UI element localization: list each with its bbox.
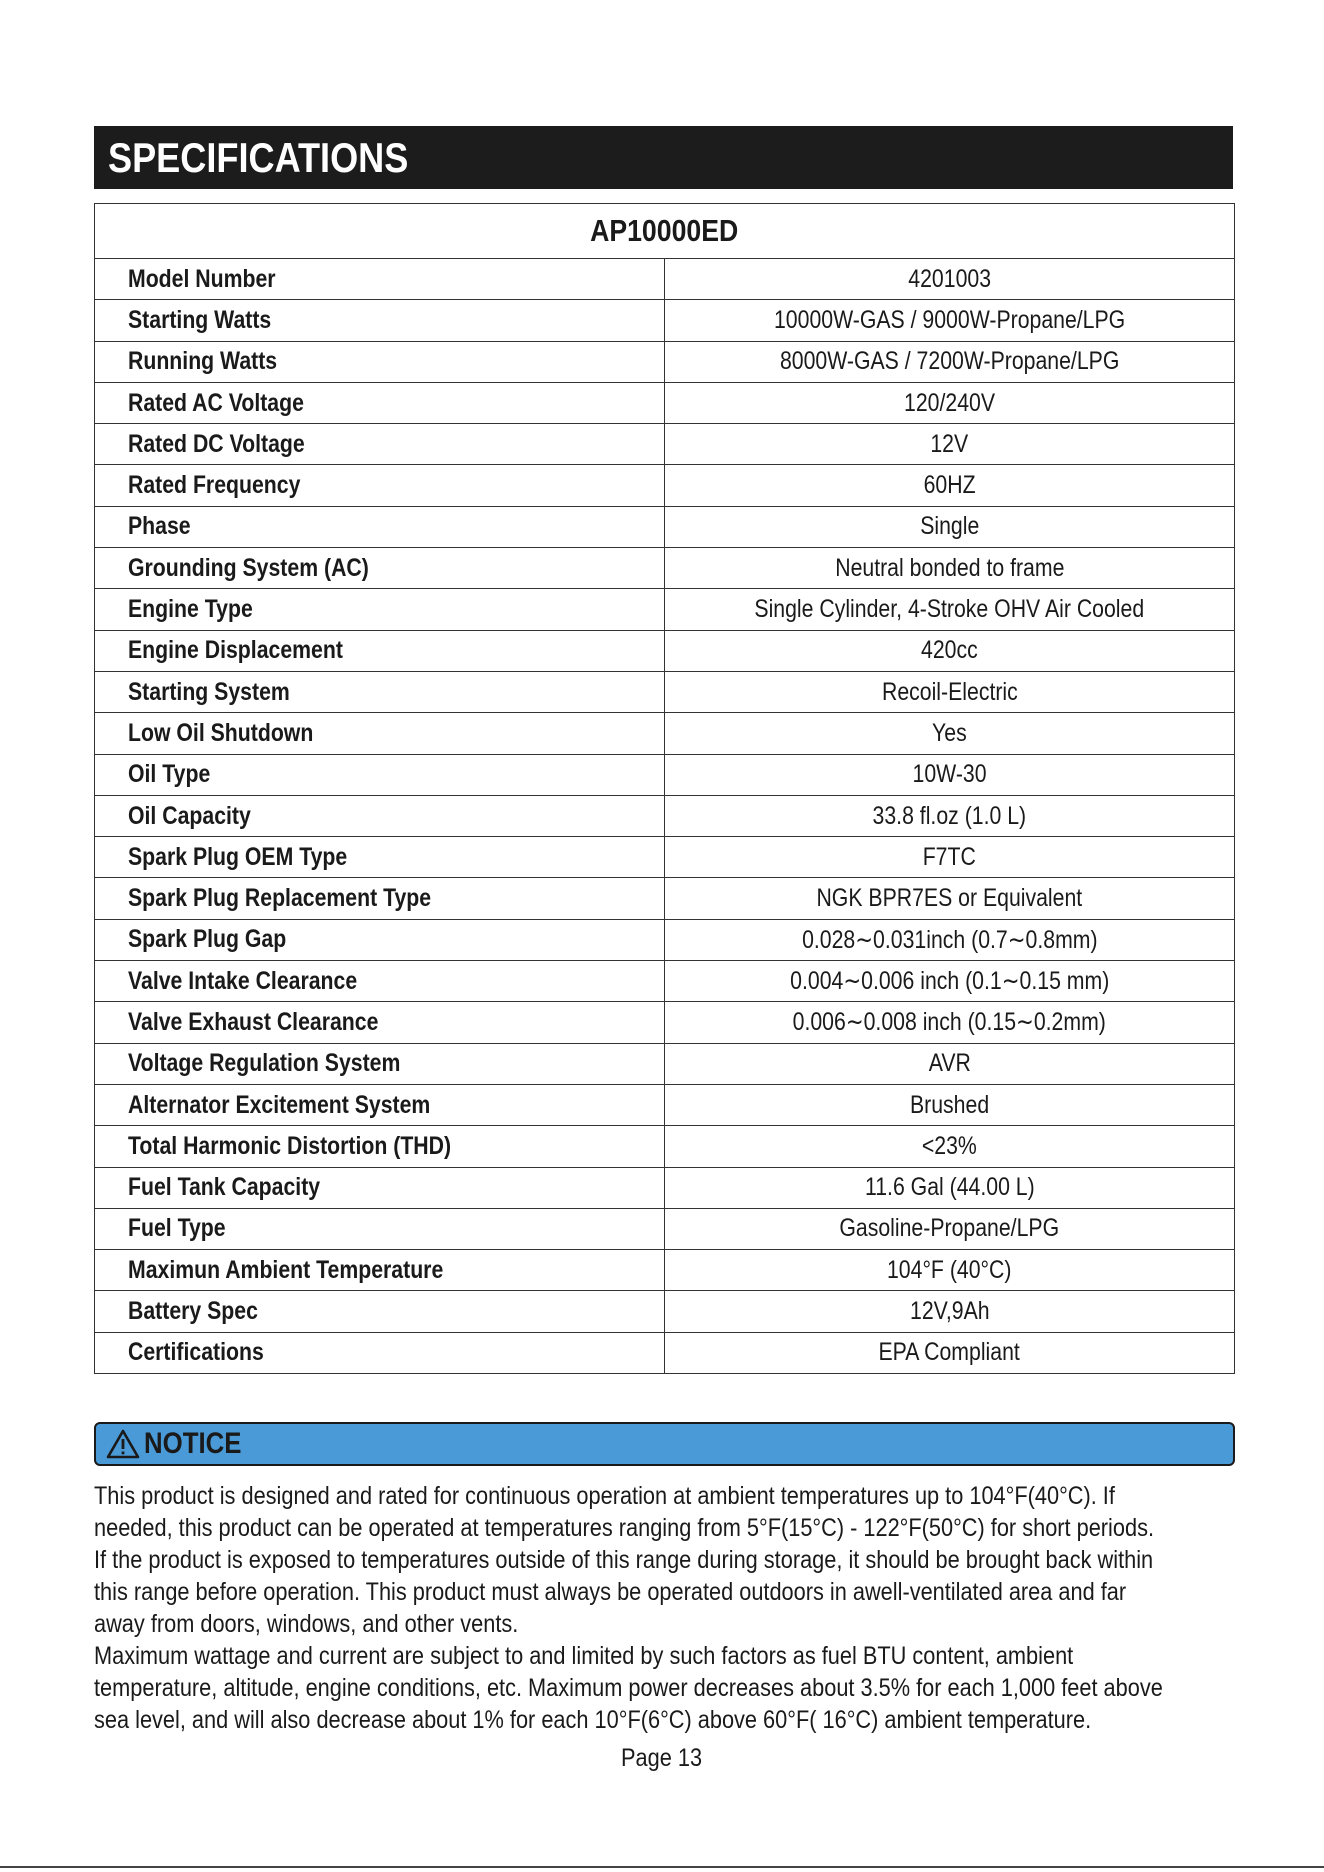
table-row — [95, 548, 1235, 589]
spec-label-text: Fuel Tank Capacity — [128, 1173, 321, 1202]
table-row — [95, 1084, 1235, 1125]
notice-line: This product is designed and rated for continuous operation at ambient temperatures up to 104°F(40°C). If — [94, 1482, 1115, 1510]
table-row — [95, 382, 1235, 423]
notice-banner — [94, 1422, 1235, 1466]
spec-label-text: Rated Frequency — [128, 471, 301, 500]
spec-label-text: Starting Watts — [128, 305, 272, 334]
spec-value-text: 11.6 Gal (44.00 L) — [864, 1173, 1035, 1202]
spec-label-text: Voltage Regulation System — [128, 1049, 401, 1078]
notice-line: needed, this product can be operated at temperatures ranging from 5°F(15°C) - 122°F(50°C) for short periods. — [94, 1514, 1154, 1542]
spec-label-text: Model Number — [128, 264, 276, 293]
spec-label — [95, 1126, 665, 1167]
spec-label — [95, 961, 665, 1002]
notice-label: NOTICE — [144, 1427, 242, 1460]
spec-value-text: 8000W-GAS / 7200W-Propane/LPG — [779, 347, 1120, 376]
spec-label — [95, 589, 665, 630]
spec-label — [95, 630, 665, 671]
spec-value — [665, 1084, 1235, 1125]
notice-line: If the product is exposed to temperatures outside of this range during storage, it should be brought back within — [94, 1546, 1154, 1574]
table-row — [95, 300, 1235, 341]
spec-label — [95, 382, 665, 423]
spec-value-text: Neutral bonded to frame — [834, 553, 1065, 582]
spec-label-text: Rated DC Voltage — [128, 429, 305, 458]
table-row — [95, 754, 1235, 795]
spec-value-text: Recoil-Electric — [881, 677, 1018, 706]
spec-value — [665, 424, 1235, 465]
spec-value — [665, 382, 1235, 423]
spec-value-text: EPA Compliant — [878, 1338, 1021, 1367]
spec-value-text: <23% — [922, 1131, 977, 1160]
spec-value — [665, 1167, 1235, 1208]
spec-label-text: Valve Exhaust Clearance — [128, 1007, 379, 1036]
spec-label — [95, 1084, 665, 1125]
notice-paragraph — [94, 1480, 1234, 1640]
table-row — [95, 1126, 1235, 1167]
spec-value-text: 0.004∼0.006 inch (0.1∼0.15 mm) — [789, 967, 1110, 996]
table-row — [95, 1043, 1235, 1084]
notice-paragraph — [94, 1640, 1234, 1736]
spec-label-text: Engine Displacement — [128, 636, 343, 665]
table-row — [95, 465, 1235, 506]
table-row — [95, 961, 1235, 1002]
spec-label — [95, 300, 665, 341]
spec-label — [95, 754, 665, 795]
spec-label-text: Low Oil Shutdown — [128, 718, 314, 747]
table-row — [95, 1208, 1235, 1249]
spec-value-text: F7TC — [922, 842, 977, 871]
spec-label-text: Alternator Excitement System — [128, 1090, 431, 1119]
spec-value — [665, 630, 1235, 671]
specifications-body — [95, 259, 1235, 1374]
spec-label — [95, 424, 665, 465]
spec-value-text: 420cc — [921, 636, 978, 665]
spec-value-text: NGK BPR7ES or Equivalent — [816, 884, 1083, 913]
spec-value-text: 0.006∼0.008 inch (0.15∼0.2mm) — [792, 1008, 1107, 1037]
notice-line: this range before operation. This product must always be operated outdoors in awell-ventilated area and far — [94, 1578, 1127, 1606]
table-row — [95, 1002, 1235, 1043]
table-row — [95, 1167, 1235, 1208]
notice-line: away from doors, windows, and other vents. — [94, 1610, 519, 1638]
spec-label-text: Spark Plug Gap — [128, 925, 287, 954]
table-row — [95, 259, 1235, 300]
spec-label — [95, 259, 665, 300]
spec-label — [95, 1250, 665, 1291]
spec-label — [95, 878, 665, 919]
spec-value — [665, 1126, 1235, 1167]
spec-label-text: Spark Plug Replacement Type — [128, 884, 432, 913]
specifications-table — [94, 203, 1235, 1374]
spec-label-text: Oil Capacity — [128, 801, 251, 830]
page-number: Page 13 — [621, 1744, 703, 1772]
notice-line: Maximum wattage and current are subject to and limited by such factors as fuel BTU content, ambient — [94, 1642, 1074, 1670]
spec-label-text: Engine Type — [128, 595, 253, 624]
table-row — [95, 919, 1235, 960]
spec-value-text: Brushed — [909, 1090, 990, 1119]
spec-label-text: Phase — [128, 512, 191, 541]
section-title: SPECIFICATIONS — [108, 133, 409, 181]
notice-line: sea level, and will also decrease about 1% for each 10°F(6°C) above 60°F( 16°C) ambient temperature. — [94, 1706, 1092, 1734]
table-row — [95, 713, 1235, 754]
spec-value — [665, 1208, 1235, 1249]
spec-value — [665, 548, 1235, 589]
spec-value — [665, 837, 1235, 878]
spec-value — [665, 919, 1235, 960]
spec-label-text: Certifications — [128, 1338, 264, 1367]
spec-value — [665, 1250, 1235, 1291]
spec-label — [95, 671, 665, 712]
spec-label-text: Battery Spec — [128, 1297, 258, 1326]
spec-label-text: Spark Plug OEM Type — [128, 842, 348, 871]
table-row — [95, 341, 1235, 382]
table-row — [95, 1291, 1235, 1332]
spec-value-text: Gasoline-Propane/LPG — [839, 1214, 1060, 1243]
table-row — [95, 1250, 1235, 1291]
table-row — [95, 630, 1235, 671]
spec-value-text: 12V — [930, 429, 969, 458]
spec-value-text: 104°F (40°C) — [887, 1255, 1012, 1284]
spec-value-text: 120/240V — [903, 388, 995, 417]
table-header-row — [95, 204, 1235, 259]
spec-label — [95, 795, 665, 836]
spec-label — [95, 465, 665, 506]
spec-value-text: 4201003 — [908, 264, 991, 293]
spec-value — [665, 795, 1235, 836]
spec-label-text: Starting System — [128, 677, 290, 706]
spec-label-text: Total Harmonic Distortion (THD) — [128, 1131, 452, 1160]
spec-label — [95, 1043, 665, 1084]
spec-value-text: 0.028∼0.031inch (0.7∼0.8mm) — [801, 925, 1098, 954]
spec-value — [665, 1043, 1235, 1084]
spec-value — [665, 589, 1235, 630]
spec-value-text: 12V,9Ah — [909, 1297, 990, 1326]
notice-body — [94, 1480, 1234, 1736]
spec-value-text: 10W-30 — [912, 760, 987, 789]
table-row — [95, 878, 1235, 919]
spec-label — [95, 506, 665, 547]
spec-value-text: 33.8 fl.oz (1.0 L) — [872, 801, 1027, 830]
spec-label — [95, 1291, 665, 1332]
spec-label — [95, 1167, 665, 1208]
spec-label-text: Running Watts — [128, 347, 278, 376]
table-row — [95, 1332, 1235, 1373]
spec-label — [95, 713, 665, 754]
spec-value — [665, 1332, 1235, 1373]
spec-value — [665, 506, 1235, 547]
spec-value-text: Single — [919, 512, 980, 541]
spec-value-text: AVR — [928, 1049, 971, 1078]
spec-value — [665, 754, 1235, 795]
spec-label-text: Oil Type — [128, 760, 211, 789]
table-row — [95, 506, 1235, 547]
notice-line: temperature, altitude, engine conditions, etc. Maximum power decreases about 3.5% for each 1,000 feet above — [94, 1674, 1163, 1702]
spec-label-text: Grounding System (AC) — [128, 553, 369, 582]
spec-label — [95, 919, 665, 960]
spec-label-text: Rated AC Voltage — [128, 388, 304, 417]
table-row — [95, 795, 1235, 836]
spec-value — [665, 1291, 1235, 1332]
spec-label — [95, 341, 665, 382]
spec-label — [95, 837, 665, 878]
spec-value — [665, 259, 1235, 300]
spec-value-text: Yes — [932, 718, 967, 747]
spec-value-text: 60HZ — [923, 471, 976, 500]
spec-label — [95, 548, 665, 589]
table-row — [95, 671, 1235, 712]
table-row — [95, 589, 1235, 630]
spec-value-text: Single Cylinder, 4-Stroke OHV Air Cooled — [754, 595, 1145, 624]
spec-value — [665, 300, 1235, 341]
section-header — [94, 126, 1233, 189]
spec-value — [665, 713, 1235, 754]
spec-label — [95, 1208, 665, 1249]
spec-label-text: Valve Intake Clearance — [128, 966, 358, 995]
spec-value — [665, 961, 1235, 1002]
model-heading: AP10000ED — [95, 204, 1235, 259]
spec-value — [665, 671, 1235, 712]
spec-value — [665, 341, 1235, 382]
spec-value — [665, 465, 1235, 506]
spec-label-text: Fuel Type — [128, 1214, 226, 1243]
spec-value — [665, 1002, 1235, 1043]
spec-value — [665, 878, 1235, 919]
spec-label-text: Maximun Ambient Temperature — [128, 1255, 444, 1284]
spec-value-text: 10000W-GAS / 9000W-Propane/LPG — [773, 305, 1126, 334]
table-row — [95, 837, 1235, 878]
table-row — [95, 424, 1235, 465]
bottom-divider — [0, 1866, 1324, 1868]
warning-triangle-icon — [106, 1429, 140, 1459]
spec-label — [95, 1332, 665, 1373]
spec-label — [95, 1002, 665, 1043]
